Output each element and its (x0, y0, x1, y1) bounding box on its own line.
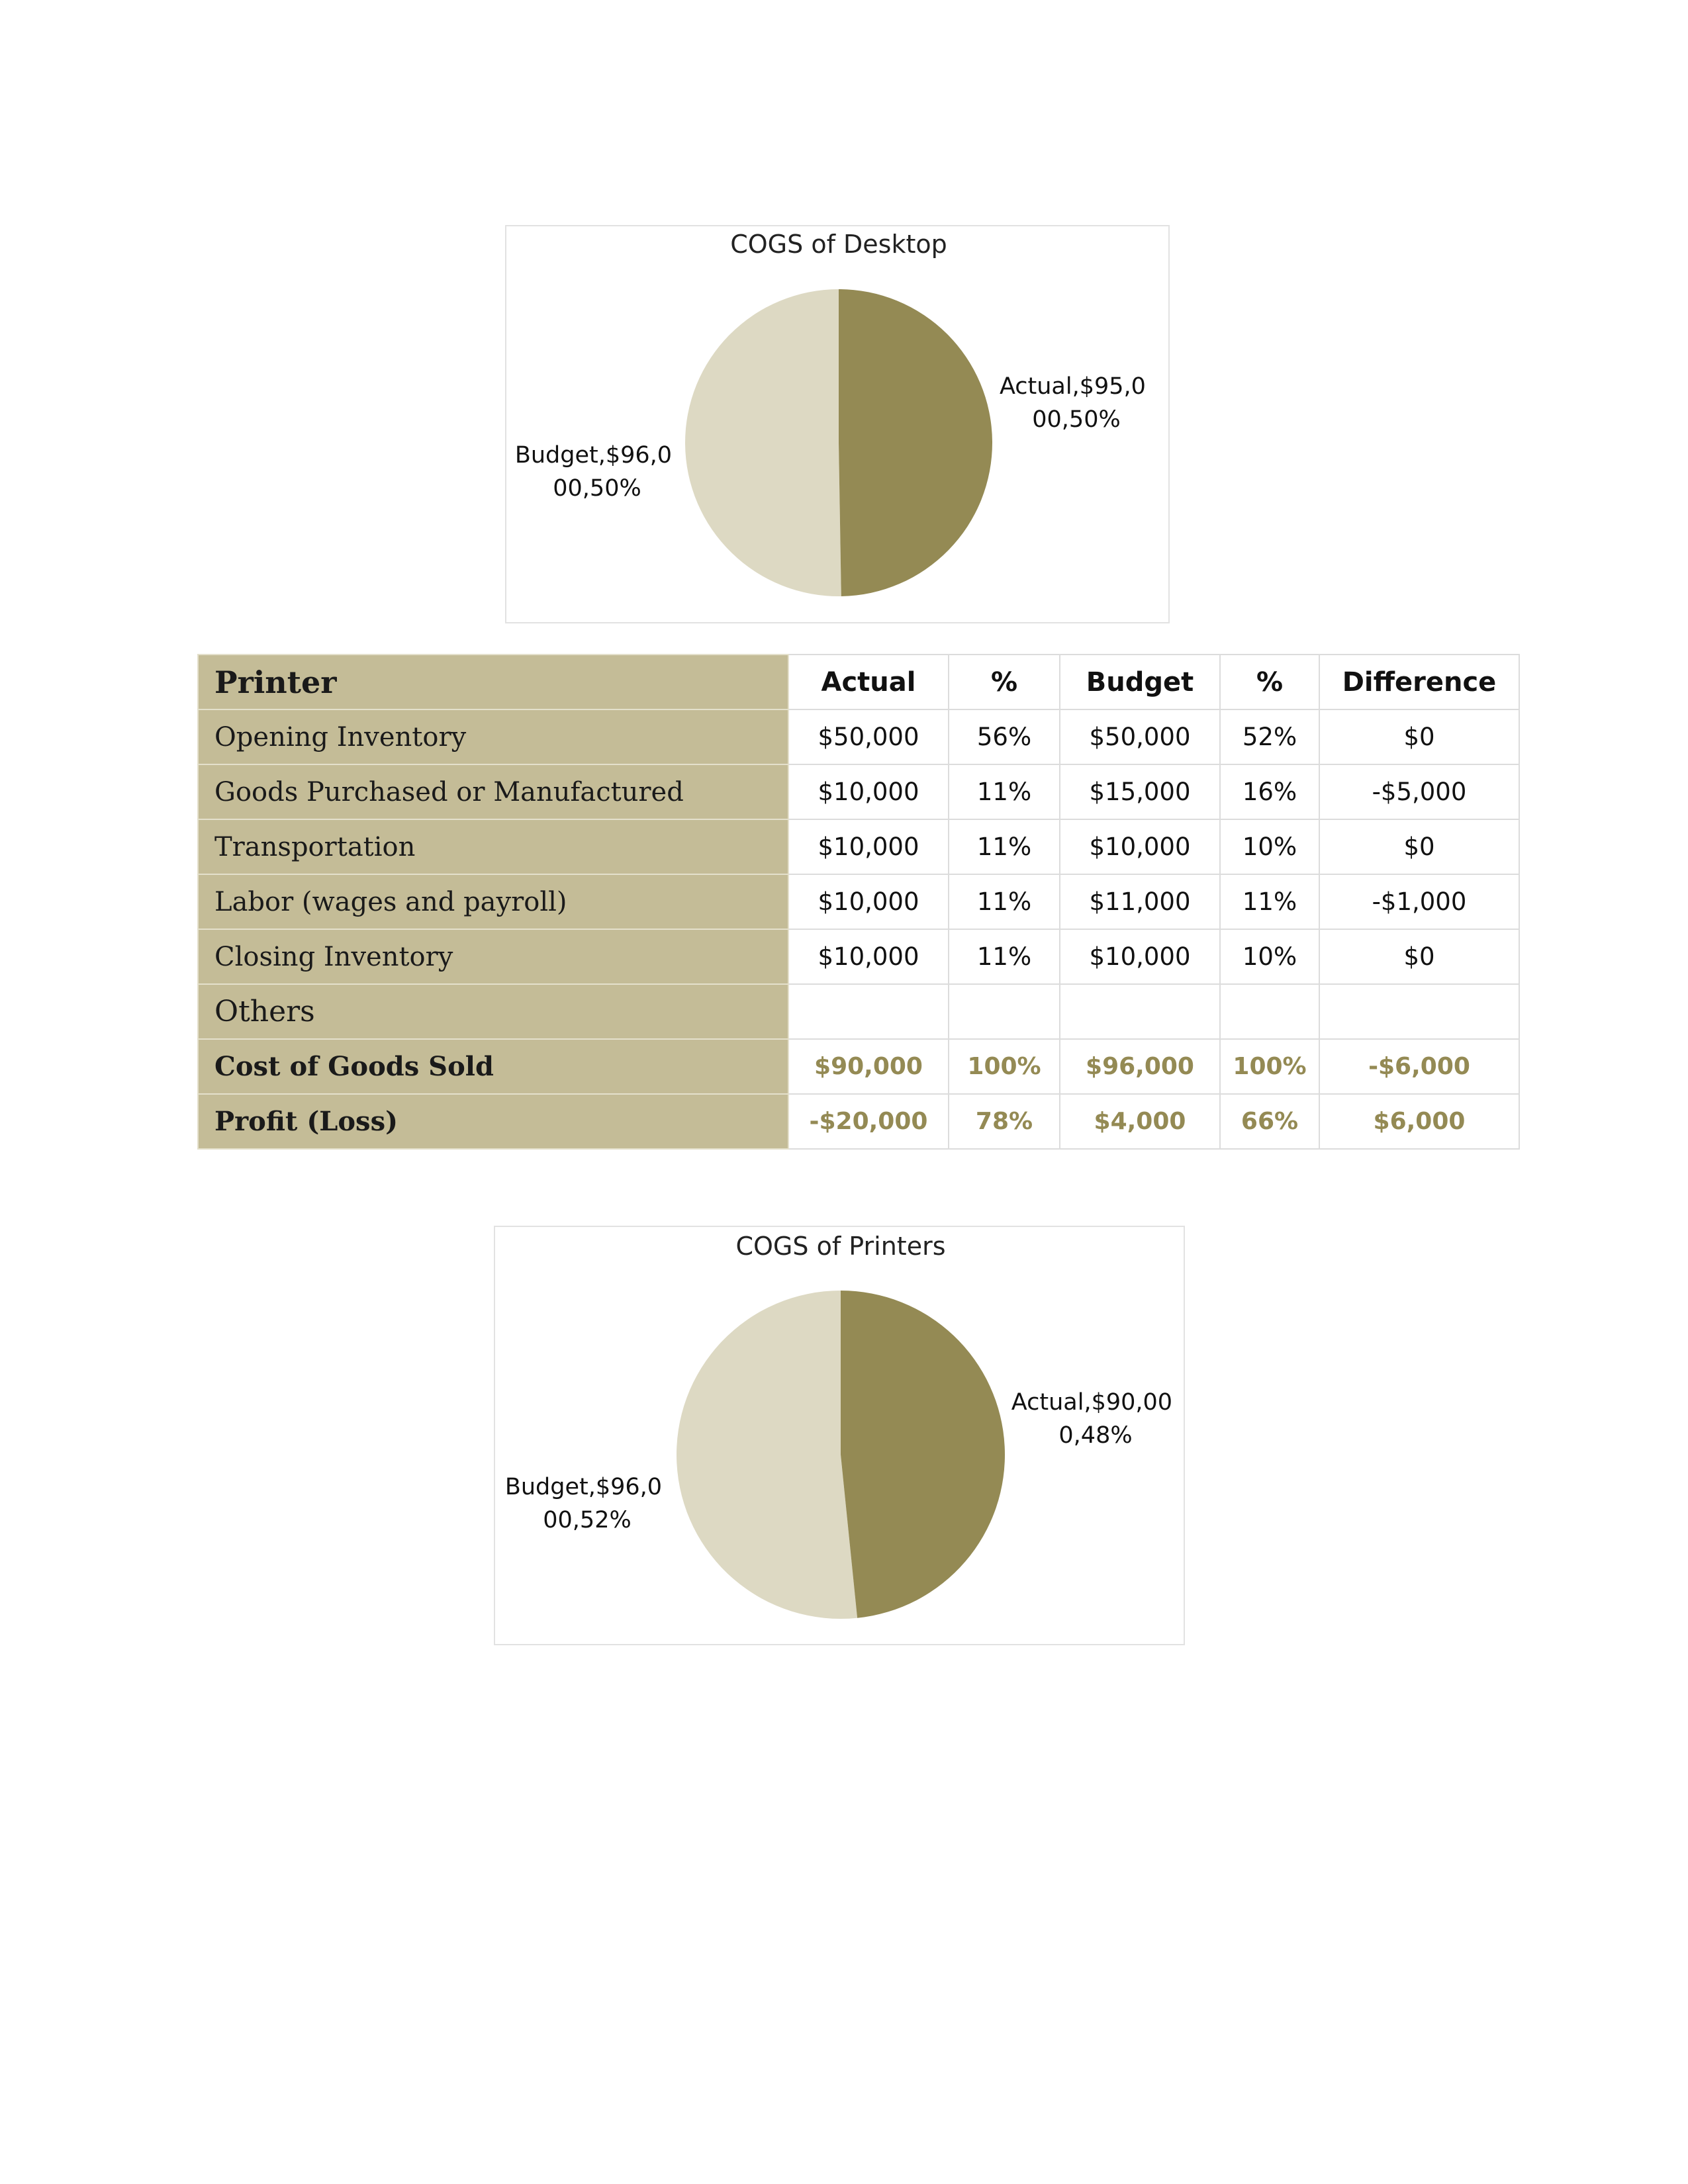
chart-cogs-printers-svg (495, 1227, 1186, 1647)
row-label: Profit (Loss) (198, 1094, 788, 1149)
header-actual-percent: % (949, 655, 1060, 709)
cell-actual-percent: 100% (949, 1039, 1060, 1094)
cell-actual-percent: 78% (949, 1094, 1060, 1149)
cell-budget: $10,000 (1060, 819, 1220, 874)
table-header-row (198, 655, 1519, 709)
table-row-total (198, 1039, 1519, 1094)
chart-title: COGS of Printers (735, 1232, 946, 1261)
chart-cogs-desktop (505, 225, 1170, 623)
cell-budget: $15,000 (1060, 764, 1220, 819)
header-difference: Difference (1319, 655, 1519, 709)
pie-slice-actual (841, 1291, 1005, 1618)
chart-title: COGS of Desktop (730, 230, 947, 259)
header-actual: Actual (788, 655, 949, 709)
pie-slice-budget (685, 289, 841, 596)
cell-budget-percent: 11% (1220, 874, 1319, 929)
cell-actual: -$20,000 (788, 1094, 949, 1149)
cell-difference: $0 (1319, 709, 1519, 764)
cell-difference (1319, 984, 1519, 1039)
cell-actual: $10,000 (788, 929, 949, 984)
cell-budget-percent: 10% (1220, 929, 1319, 984)
cell-actual-percent: 11% (949, 929, 1060, 984)
cell-actual: $50,000 (788, 709, 949, 764)
header-budget: Budget (1060, 655, 1220, 709)
cell-difference: $6,000 (1319, 1094, 1519, 1149)
data-label-actual: Actual,$90,00 0,48% (1011, 1389, 1173, 1449)
printer-cogs-table (197, 654, 1520, 1150)
cell-difference: $0 (1319, 929, 1519, 984)
row-label: Others (198, 984, 788, 1039)
header-printer: Printer (198, 655, 788, 709)
cell-budget: $11,000 (1060, 874, 1220, 929)
row-label: Labor (wages and payroll) (198, 874, 788, 929)
row-label: Cost of Goods Sold (198, 1039, 788, 1094)
cell-actual-percent (949, 984, 1060, 1039)
cell-budget: $96,000 (1060, 1039, 1220, 1094)
cell-budget-percent: 100% (1220, 1039, 1319, 1094)
chart-cogs-printers (494, 1226, 1185, 1645)
header-budget-percent: % (1220, 655, 1319, 709)
cell-budget (1060, 984, 1220, 1039)
table-row-total (198, 1094, 1519, 1149)
data-label-budget: Budget,$96,0 00,50% (514, 442, 673, 502)
data-label-budget: Budget,$96,0 00,52% (504, 1474, 663, 1533)
cell-budget-percent (1220, 984, 1319, 1039)
pie-slice-budget (677, 1291, 857, 1619)
data-label-actual: Actual,$95,0 00,50% (999, 373, 1146, 433)
cell-actual: $10,000 (788, 764, 949, 819)
cell-budget-percent: 52% (1220, 709, 1319, 764)
cell-difference: $0 (1319, 819, 1519, 874)
cell-actual-percent: 11% (949, 874, 1060, 929)
table-row (198, 819, 1519, 874)
cell-actual: $90,000 (788, 1039, 949, 1094)
row-label: Transportation (198, 819, 788, 874)
row-label: Goods Purchased or Manufactured (198, 764, 788, 819)
cell-budget-percent: 66% (1220, 1094, 1319, 1149)
cell-budget-percent: 16% (1220, 764, 1319, 819)
table-row (198, 874, 1519, 929)
cell-difference: -$1,000 (1319, 874, 1519, 929)
cell-actual-percent: 56% (949, 709, 1060, 764)
cell-budget: $50,000 (1060, 709, 1220, 764)
cell-budget: $10,000 (1060, 929, 1220, 984)
table-row (198, 929, 1519, 984)
pie-slice-actual (839, 289, 992, 596)
table-row (198, 764, 1519, 819)
cell-budget-percent: 10% (1220, 819, 1319, 874)
cell-difference: -$5,000 (1319, 764, 1519, 819)
row-label: Closing Inventory (198, 929, 788, 984)
table-row (198, 984, 1519, 1039)
cell-budget: $4,000 (1060, 1094, 1220, 1149)
cell-actual-percent: 11% (949, 819, 1060, 874)
cell-actual: $10,000 (788, 819, 949, 874)
table-row (198, 709, 1519, 764)
chart-cogs-desktop-svg (506, 226, 1171, 625)
cell-actual-percent: 11% (949, 764, 1060, 819)
cell-actual (788, 984, 949, 1039)
cell-actual: $10,000 (788, 874, 949, 929)
cell-difference: -$6,000 (1319, 1039, 1519, 1094)
row-label: Opening Inventory (198, 709, 788, 764)
